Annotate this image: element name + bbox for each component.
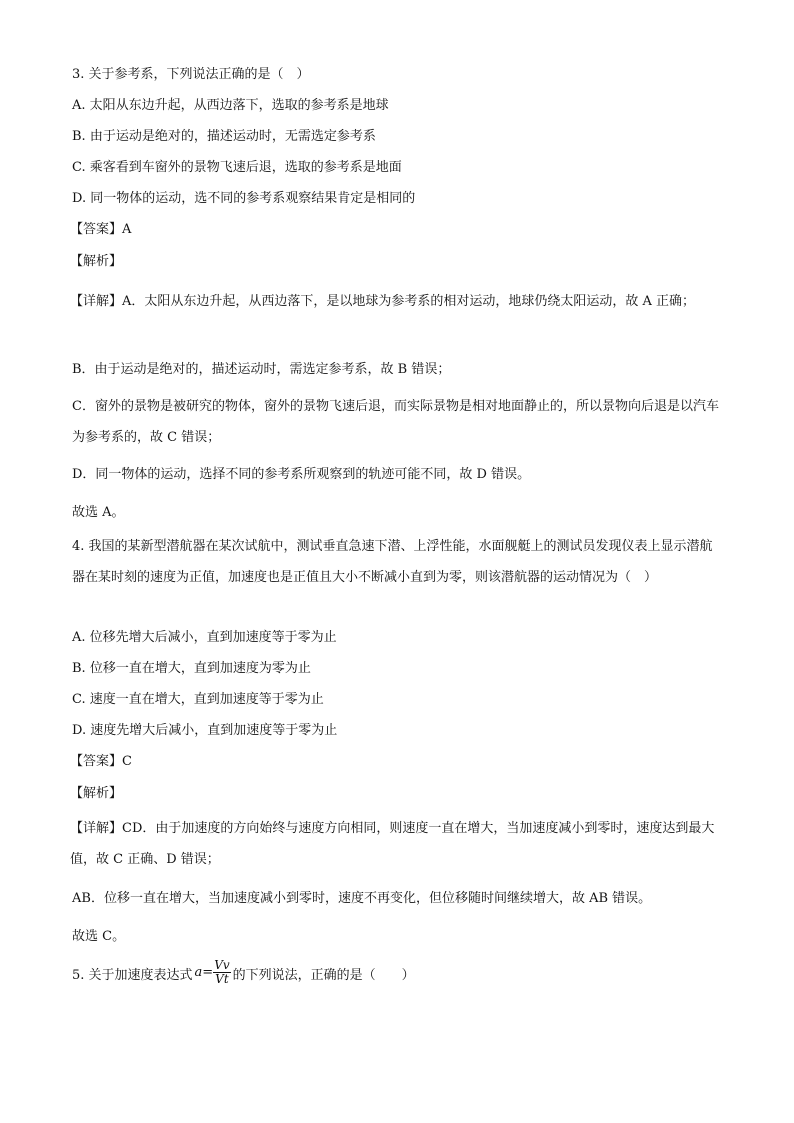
question-3-detail-c: C．窗外的景物是被研究的物体，窗外的景物飞速后退，而实际景物是相对地面静止的，所以景物向后退是以汽车为参考系的，故 C 错误；: [72, 399, 719, 445]
formula-fraction: [213, 959, 230, 986]
formula-denominator: Vt: [215, 972, 229, 986]
formula-lhs: a=: [194, 965, 214, 980]
formula-numerator: Vv: [214, 958, 230, 972]
question-4-answer: 【答案】C: [70, 754, 132, 769]
question-3-detail-d: D．同一物体的运动，选择不同的参考系所观察到的轨迹可能不同，故 D 错误。: [72, 467, 531, 482]
question-4-option-a: A. 位移先增大后减小，直到加速度等于零为止: [72, 630, 337, 645]
question-3-detail-a: 【详解】A．太阳从东边升起，从西边落下，是以地球为参考系的相对运动，地球仍绕太阳运动，故 A 正确；: [70, 294, 696, 309]
question-4-conclusion: 故选 C。: [72, 929, 126, 944]
acceleration-formula: [195, 959, 231, 986]
question-5-stem-prefix: 5. 关于加速度表达式: [72, 968, 193, 983]
question-3-option-b: B. 由于运动是绝对的，描述运动时，无需选定参考系: [72, 129, 376, 144]
question-4-analysis-label: 【解析】: [70, 786, 123, 801]
question-3-stem: 3. 关于参考系，下列说法正确的是（ ）: [72, 67, 310, 82]
question-4-stem: 4. 我国的某新型潜航器在某次试航中，测试垂直急速下潜、上浮性能，水面舰艇上的测试员发现仪表上显示潜航器在某时刻的速度为正值，加速度也是正值且大小不断减小直到为零，则该潜航器的运动情况为（ ）: [72, 539, 713, 585]
question-4-option-d: D. 速度先增大后减小，直到加速度等于零为止: [72, 723, 338, 738]
question-4-option-c: C. 速度一直在增大，直到加速度等于零为止: [72, 692, 324, 707]
question-4-detail-cd: 【详解】CD．由于加速度的方向始终与速度方向相同，则速度一直在增大，当加速度减小到零时，速度达到最大值，故 C 正确、D 错误；: [70, 821, 715, 867]
question-5-stem-suffix: 的下列说法，正确的是（ ）: [232, 968, 415, 983]
question-3-analysis-label: 【解析】: [70, 254, 123, 269]
question-3-option-a: A. 太阳从东边升起，从西边落下，选取的参考系是地球: [72, 98, 389, 113]
question-3-option-c: C. 乘客看到车窗外的景物飞速后退，选取的参考系是地面: [72, 160, 402, 175]
question-5-stem: [72, 958, 415, 989]
question-3-conclusion: 故选 A。: [72, 505, 125, 520]
question-3-answer: 【答案】A: [70, 222, 132, 237]
question-3-option-d: D. 同一物体的运动，选不同的参考系观察结果肯定是相同的: [72, 191, 416, 206]
question-3-detail-b: B．由于运动是绝对的，描述运动时，需选定参考系，故 B 错误；: [72, 362, 451, 377]
question-4-option-b: B. 位移一直在增大，直到加速度为零为止: [72, 661, 311, 676]
question-4-detail-ab: AB．位移一直在增大，当加速度减小到零时，速度不再变化，但位移随时间继续增大，故 AB 错误。: [72, 891, 652, 906]
